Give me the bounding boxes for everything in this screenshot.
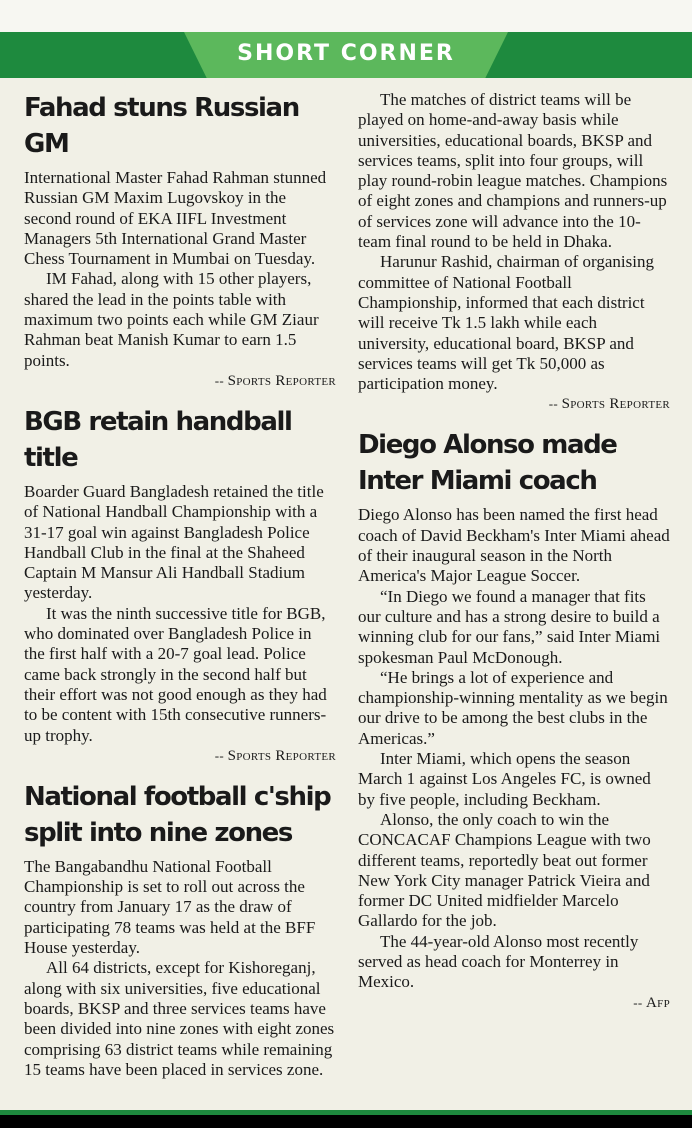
paragraph: “He brings a lot of experience and championship-winning mentality as we begin our drive to be among the best clubs in the Americas.”	[358, 667, 668, 748]
left-column	[24, 90, 336, 1080]
byline: -- Sports Reporter	[214, 747, 336, 764]
headline: Diego Alonso made Inter Miami coach	[358, 430, 617, 497]
paragraph: It was the ninth successive title for BGB, who dominated over Bangladesh Police in the first half with a 20-7 goal lead. Police came back strongly in the second half but their effort was not good enough as they had to be content with 15th consecutive runners-up trophy.	[24, 603, 327, 745]
headline: BGB retain handball title	[24, 406, 292, 473]
article-bgb	[24, 404, 336, 765]
article-football-part2	[358, 90, 670, 413]
byline: -- Afp	[633, 994, 670, 1011]
paragraph: IM Fahad, along with 15 other players, shared the lead in the points table with maximum two points each while GM Ziaur Rahman beat Manish Kumar to earn 1.5 points.	[24, 269, 319, 370]
article-fahad	[24, 90, 336, 390]
headline: National football c'ship split into nine zones	[24, 781, 331, 848]
section-banner	[0, 32, 692, 78]
page-edge	[0, 1115, 692, 1128]
paragraph: All 64 districts, except for Kishoreganj, along with six universities, five educational boards, BKSP and three services teams have been divided into nine zones with eight zones comprising 63 district teams while remaining 15 teams have been placed in services zone.	[24, 958, 335, 1079]
byline-name: Sports Reporter	[561, 396, 670, 413]
paragraph: International Master Fahad Rahman stunned Russian GM Maxim Lugovskoy in the second round of EKA IIFL Investment Managers 5th International Grand Master Chess Tournament in Mumbai on Tuesday.	[24, 168, 327, 269]
paragraph: “In Diego we found a manager that fits our culture and has a strong desire to build a winning club for our fans,” said Inter Miami spokesman Paul McDonough.	[358, 586, 661, 667]
paragraph: Inter Miami, which opens the season March 1 against Los Angeles FC, is owned by five people, including Beckham.	[358, 749, 651, 809]
paragraph: The Bangabandhu National Football Championship is set to roll out across the country from January 17 as the draw of participating 78 teams was held at the BFF House yesterday.	[24, 856, 316, 958]
previous-page-cutoff	[0, 0, 692, 32]
paragraph: The 44-year-old Alonso most recently served as head coach for Monterrey in Mexico.	[358, 931, 639, 992]
right-column	[358, 90, 670, 1026]
byline: -- Sports Reporter	[214, 372, 336, 389]
headline: Fahad stuns Russian GM	[24, 93, 299, 159]
paragraph: Harunur Rashid, chairman of organising committee of National Football Championship, informed that each district will receive Tk 1.5 lakh while each university, educational board, BKSP and services teams will get Tk 50,000 as participation money.	[358, 252, 654, 394]
paragraph: Diego Alonso has been named the first head coach of David Beckham's Inter Miami ahead of their inaugural season in the North America's Major League Soccer.	[358, 505, 670, 586]
paragraph: Alonso, the only coach to win the CONCACAF Champions League with two different teams, reportedly beat out former New York City manager Patrick Vieira and former DC United midfielder Marcelo Gallardo for the job.	[358, 809, 651, 931]
article-alonso	[358, 427, 670, 1011]
paragraph: Boarder Guard Bangladesh retained the title of National Handball Championship with a 31-17 goal win against Bangladesh Police Handball Club in the final at the Shaheed Captain M Mansur Ali Handball Stadium yesterday.	[24, 481, 324, 603]
article-football-part1	[24, 779, 336, 1080]
paragraph: The matches of district teams will be played on home-and-away basis while universities, educational boards, BKSP and services teams, split into four groups, will play round-robin league matches. Champions of eight zones and champions and runners-up of services zone will advance into the 10-team final round to be held in Dhaka.	[358, 90, 668, 252]
byline-name: Afp	[646, 994, 670, 1011]
byline-name: Sports Reporter	[227, 747, 336, 764]
section-title: SHORT CORNER	[237, 41, 455, 66]
byline: -- Sports Reporter	[548, 396, 670, 413]
byline-name: Sports Reporter	[227, 372, 336, 389]
